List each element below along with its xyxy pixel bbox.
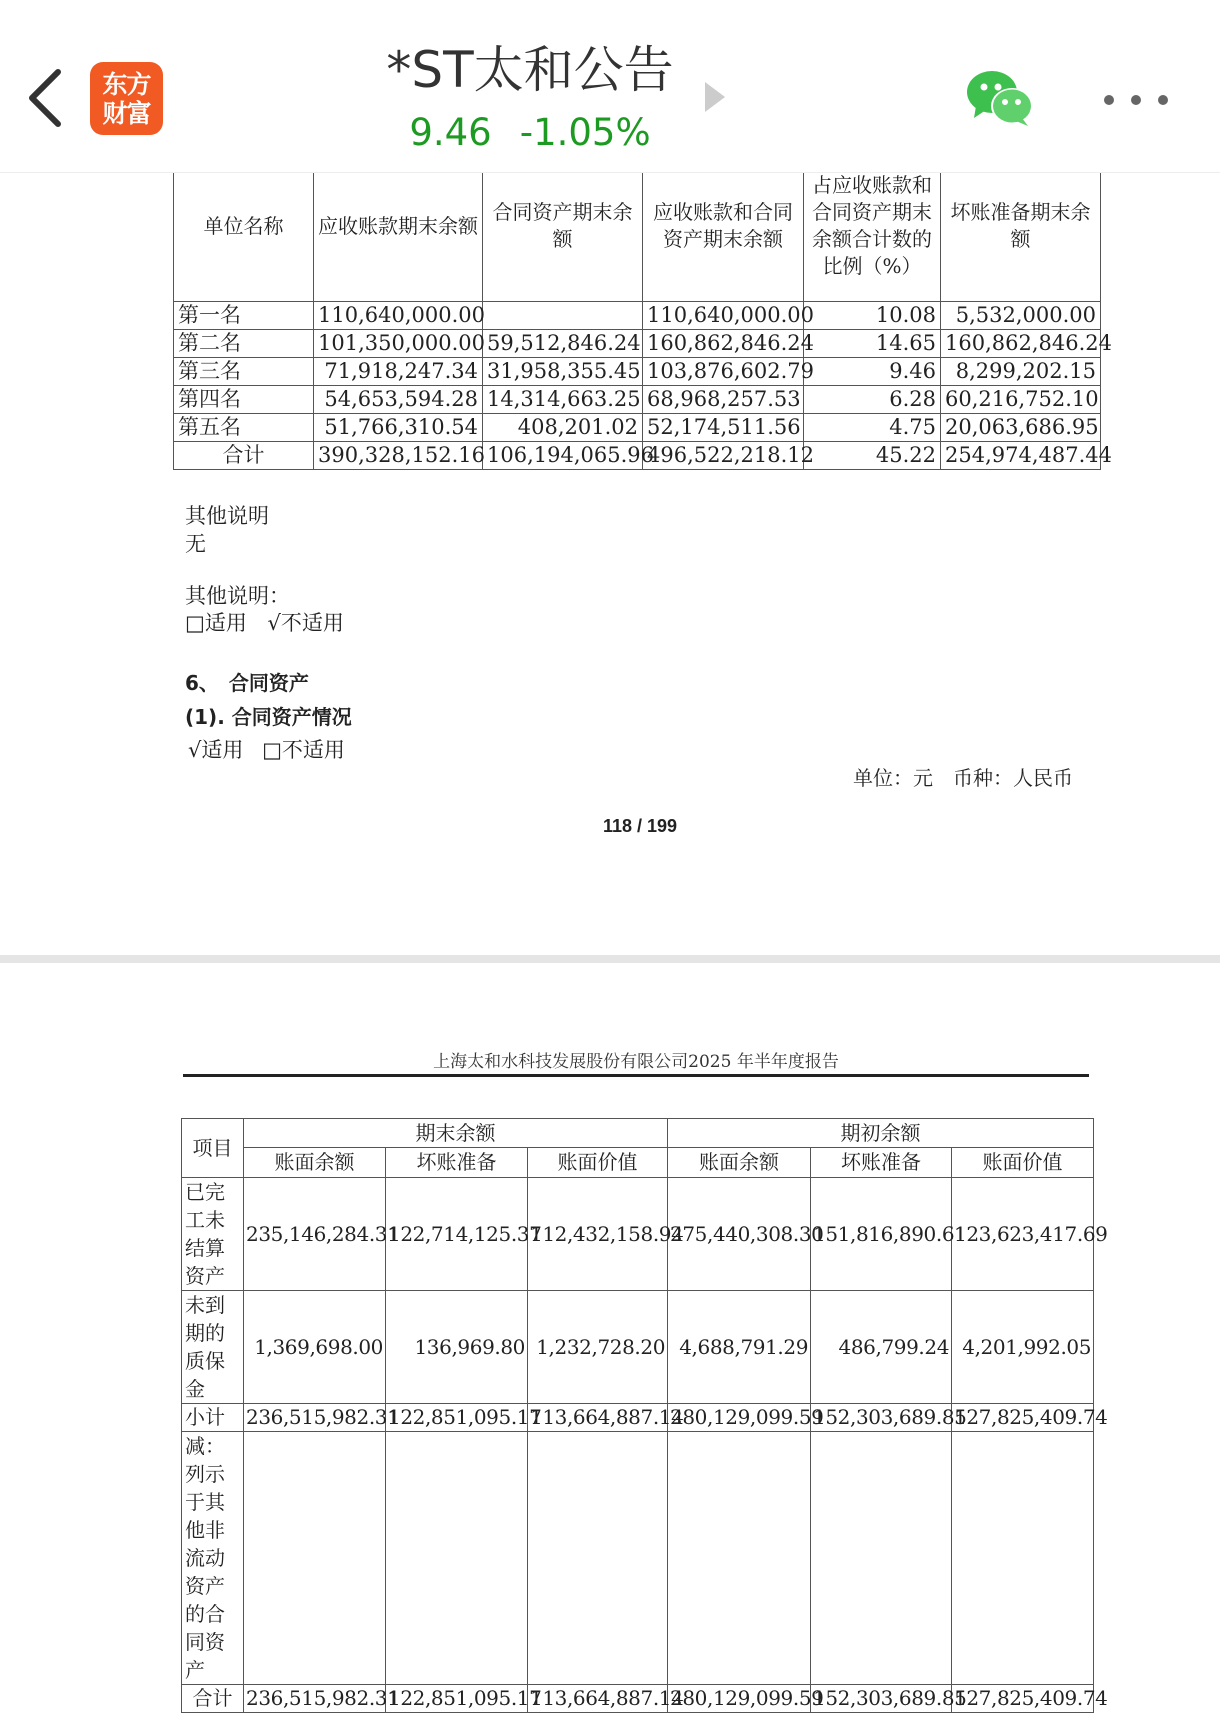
table-row <box>174 414 1101 442</box>
not-applicable-checkbox-unchecked: □不适用 <box>262 738 345 762</box>
other-notes-label: 其他说明 <box>185 504 269 528</box>
cell: 10.08 <box>804 302 941 330</box>
table-subtotal-row <box>182 1404 1094 1432</box>
cell: 54,653,594.28 <box>314 386 483 414</box>
eastmoney-logo[interactable] <box>90 62 163 135</box>
table-row <box>174 386 1101 414</box>
cell: 235,146,284.31 <box>244 1178 386 1291</box>
table-row <box>182 1432 1094 1685</box>
cell: 112,432,158.94 <box>528 1178 668 1291</box>
cell: 31,958,355.45 <box>483 358 643 386</box>
cell: 151,816,890.61 <box>811 1178 952 1291</box>
table-row <box>182 1178 1094 1291</box>
applicable-checked: √适用 <box>188 738 244 762</box>
applicable-checkbox-unchecked: □适用 <box>185 611 247 635</box>
cell: 5,532,000.00 <box>941 302 1101 330</box>
cell: 127,825,409.74 <box>952 1685 1094 1713</box>
cell: 第三名 <box>174 358 314 386</box>
cell: 152,303,689.85 <box>811 1685 952 1713</box>
wechat-icon <box>964 68 1036 128</box>
subsection-title: (1). 合同资产情况 <box>185 705 352 729</box>
more-dots-icon <box>1104 95 1114 105</box>
more-dots-icon <box>1131 95 1141 105</box>
cell <box>244 1432 386 1685</box>
page-title: *ST太和公告 <box>386 41 674 99</box>
wechat-share-button[interactable] <box>964 68 1036 128</box>
cell: 59,512,846.24 <box>483 330 643 358</box>
cell <box>668 1432 811 1685</box>
cell: 106,194,065.96 <box>483 442 643 470</box>
cell: 123,623,417.69 <box>952 1178 1094 1291</box>
header-cell: 账面余额 <box>244 1148 386 1178</box>
section-title: 6、 合同资产 <box>185 671 309 695</box>
more-button[interactable] <box>1104 88 1168 112</box>
cell: 280,129,099.59 <box>668 1404 811 1432</box>
header-cell: 应收账款和合同资产期末余额 <box>643 151 804 302</box>
row-label: 已完工未结算资产 <box>182 1178 244 1291</box>
page-number: 118 / 199 <box>602 816 678 836</box>
cell: 110,640,000.00 <box>643 302 804 330</box>
contract-assets-table <box>181 1118 1108 1713</box>
cell: 390,328,152.16 <box>314 442 483 470</box>
cell: 71,918,247.34 <box>314 358 483 386</box>
cell: 408,201.02 <box>483 414 643 442</box>
cell: 4,201,992.05 <box>952 1291 1094 1404</box>
other-notes-label-2: 其他说明： <box>185 584 290 608</box>
back-button[interactable] <box>26 68 66 128</box>
row-label: 减：列示于其他非流动资产的合同资产 <box>182 1432 244 1685</box>
row-label: 未到期的质保金 <box>182 1291 244 1404</box>
table-header-row <box>174 151 1101 302</box>
logo-text-line1: 东方 <box>102 69 151 99</box>
cell <box>811 1432 952 1685</box>
cell <box>952 1432 1094 1685</box>
not-applicable-checked: √不适用 <box>267 611 344 635</box>
cell: 45.22 <box>804 442 941 470</box>
cell: 合计 <box>174 442 314 470</box>
cell: 496,522,218.12 <box>643 442 804 470</box>
header-cell: 占应收账款和合同资产期末余额合计数的比例（%） <box>804 151 941 302</box>
header-group-cell: 期末余额 <box>244 1119 668 1148</box>
stock-price: 9.46 <box>409 111 492 154</box>
header-cell: 账面价值 <box>528 1148 668 1178</box>
cell: 20,063,686.95 <box>941 414 1101 442</box>
header-cell: 单位名称 <box>174 151 314 302</box>
cell: 14,314,663.25 <box>483 386 643 414</box>
more-dots-icon <box>1158 95 1168 105</box>
cell: 152,303,689.85 <box>811 1404 952 1432</box>
page-separator <box>0 955 1220 963</box>
cell: 8,299,202.15 <box>941 358 1101 386</box>
cell: 113,664,887.14 <box>528 1685 668 1713</box>
cell <box>386 1432 528 1685</box>
cell: 51,766,310.54 <box>314 414 483 442</box>
table-row <box>174 358 1101 386</box>
cell <box>483 302 643 330</box>
report-header-rule <box>183 1074 1089 1077</box>
cell: 254,974,487.44 <box>941 442 1101 470</box>
applicability-options <box>185 609 344 637</box>
cell: 60,216,752.10 <box>941 386 1101 414</box>
header-cell: 应收账款期末余额 <box>314 151 483 302</box>
report-header: 上海太和水科技发展股份有限公司2025 年半年度报告 <box>433 1052 839 1072</box>
cell: 113,664,887.14 <box>528 1404 668 1432</box>
applicability-options-2 <box>188 736 345 764</box>
cell: 127,825,409.74 <box>952 1404 1094 1432</box>
table-header-row <box>182 1119 1094 1148</box>
cell: 236,515,982.31 <box>244 1685 386 1713</box>
cell: 第四名 <box>174 386 314 414</box>
header-cell: 账面价值 <box>952 1148 1094 1178</box>
row-label: 合计 <box>182 1685 244 1713</box>
header-cell: 账面余额 <box>668 1148 811 1178</box>
cell: 4.75 <box>804 414 941 442</box>
cell: 103,876,602.79 <box>643 358 804 386</box>
cell: 1,369,698.00 <box>244 1291 386 1404</box>
table-row <box>174 302 1101 330</box>
cell: 280,129,099.59 <box>668 1685 811 1713</box>
cell: 第一名 <box>174 302 314 330</box>
cell: 275,440,308.30 <box>668 1178 811 1291</box>
table-row <box>174 330 1101 358</box>
cell: 110,640,000.00 <box>314 302 483 330</box>
stock-change: -1.05% <box>519 111 651 154</box>
cell: 6.28 <box>804 386 941 414</box>
header-cell: 坏账准备 <box>811 1148 952 1178</box>
chevron-left-icon <box>26 68 66 128</box>
cell: 122,851,095.17 <box>386 1685 528 1713</box>
cell: 4,688,791.29 <box>668 1291 811 1404</box>
header-cell: 坏账准备期末余额 <box>941 151 1101 302</box>
table-total-row <box>174 442 1101 470</box>
cell: 136,969.80 <box>386 1291 528 1404</box>
cell: 160,862,846.24 <box>941 330 1101 358</box>
table-total-row <box>182 1685 1094 1713</box>
cell: 122,851,095.17 <box>386 1404 528 1432</box>
row-label: 小计 <box>182 1404 244 1432</box>
cell: 1,232,728.20 <box>528 1291 668 1404</box>
cell: 160,862,846.24 <box>643 330 804 358</box>
top-nav-bar <box>0 0 1220 173</box>
table-row <box>182 1291 1094 1404</box>
cell: 52,174,511.56 <box>643 414 804 442</box>
cell: 486,799.24 <box>811 1291 952 1404</box>
triangle-right-icon[interactable] <box>705 82 725 112</box>
cell <box>528 1432 668 1685</box>
header-group-cell: 期初余额 <box>668 1119 1094 1148</box>
other-notes-value: 无 <box>185 532 206 556</box>
cell: 9.46 <box>804 358 941 386</box>
cell: 101,350,000.00 <box>314 330 483 358</box>
logo-text-line2: 财富 <box>102 98 151 128</box>
header-cell: 项目 <box>182 1119 244 1178</box>
stock-quote <box>340 110 720 156</box>
header-cell: 合同资产期末余额 <box>483 151 643 302</box>
cell: 122,714,125.37 <box>386 1178 528 1291</box>
cell: 第二名 <box>174 330 314 358</box>
cell: 68,968,257.53 <box>643 386 804 414</box>
cell: 236,515,982.31 <box>244 1404 386 1432</box>
header-cell: 坏账准备 <box>386 1148 528 1178</box>
top-customers-table <box>173 150 1112 470</box>
unit-currency-label: 单位：元 币种：人民币 <box>853 766 1073 790</box>
table-subheader-row <box>182 1148 1094 1178</box>
cell: 14.65 <box>804 330 941 358</box>
cell: 第五名 <box>174 414 314 442</box>
